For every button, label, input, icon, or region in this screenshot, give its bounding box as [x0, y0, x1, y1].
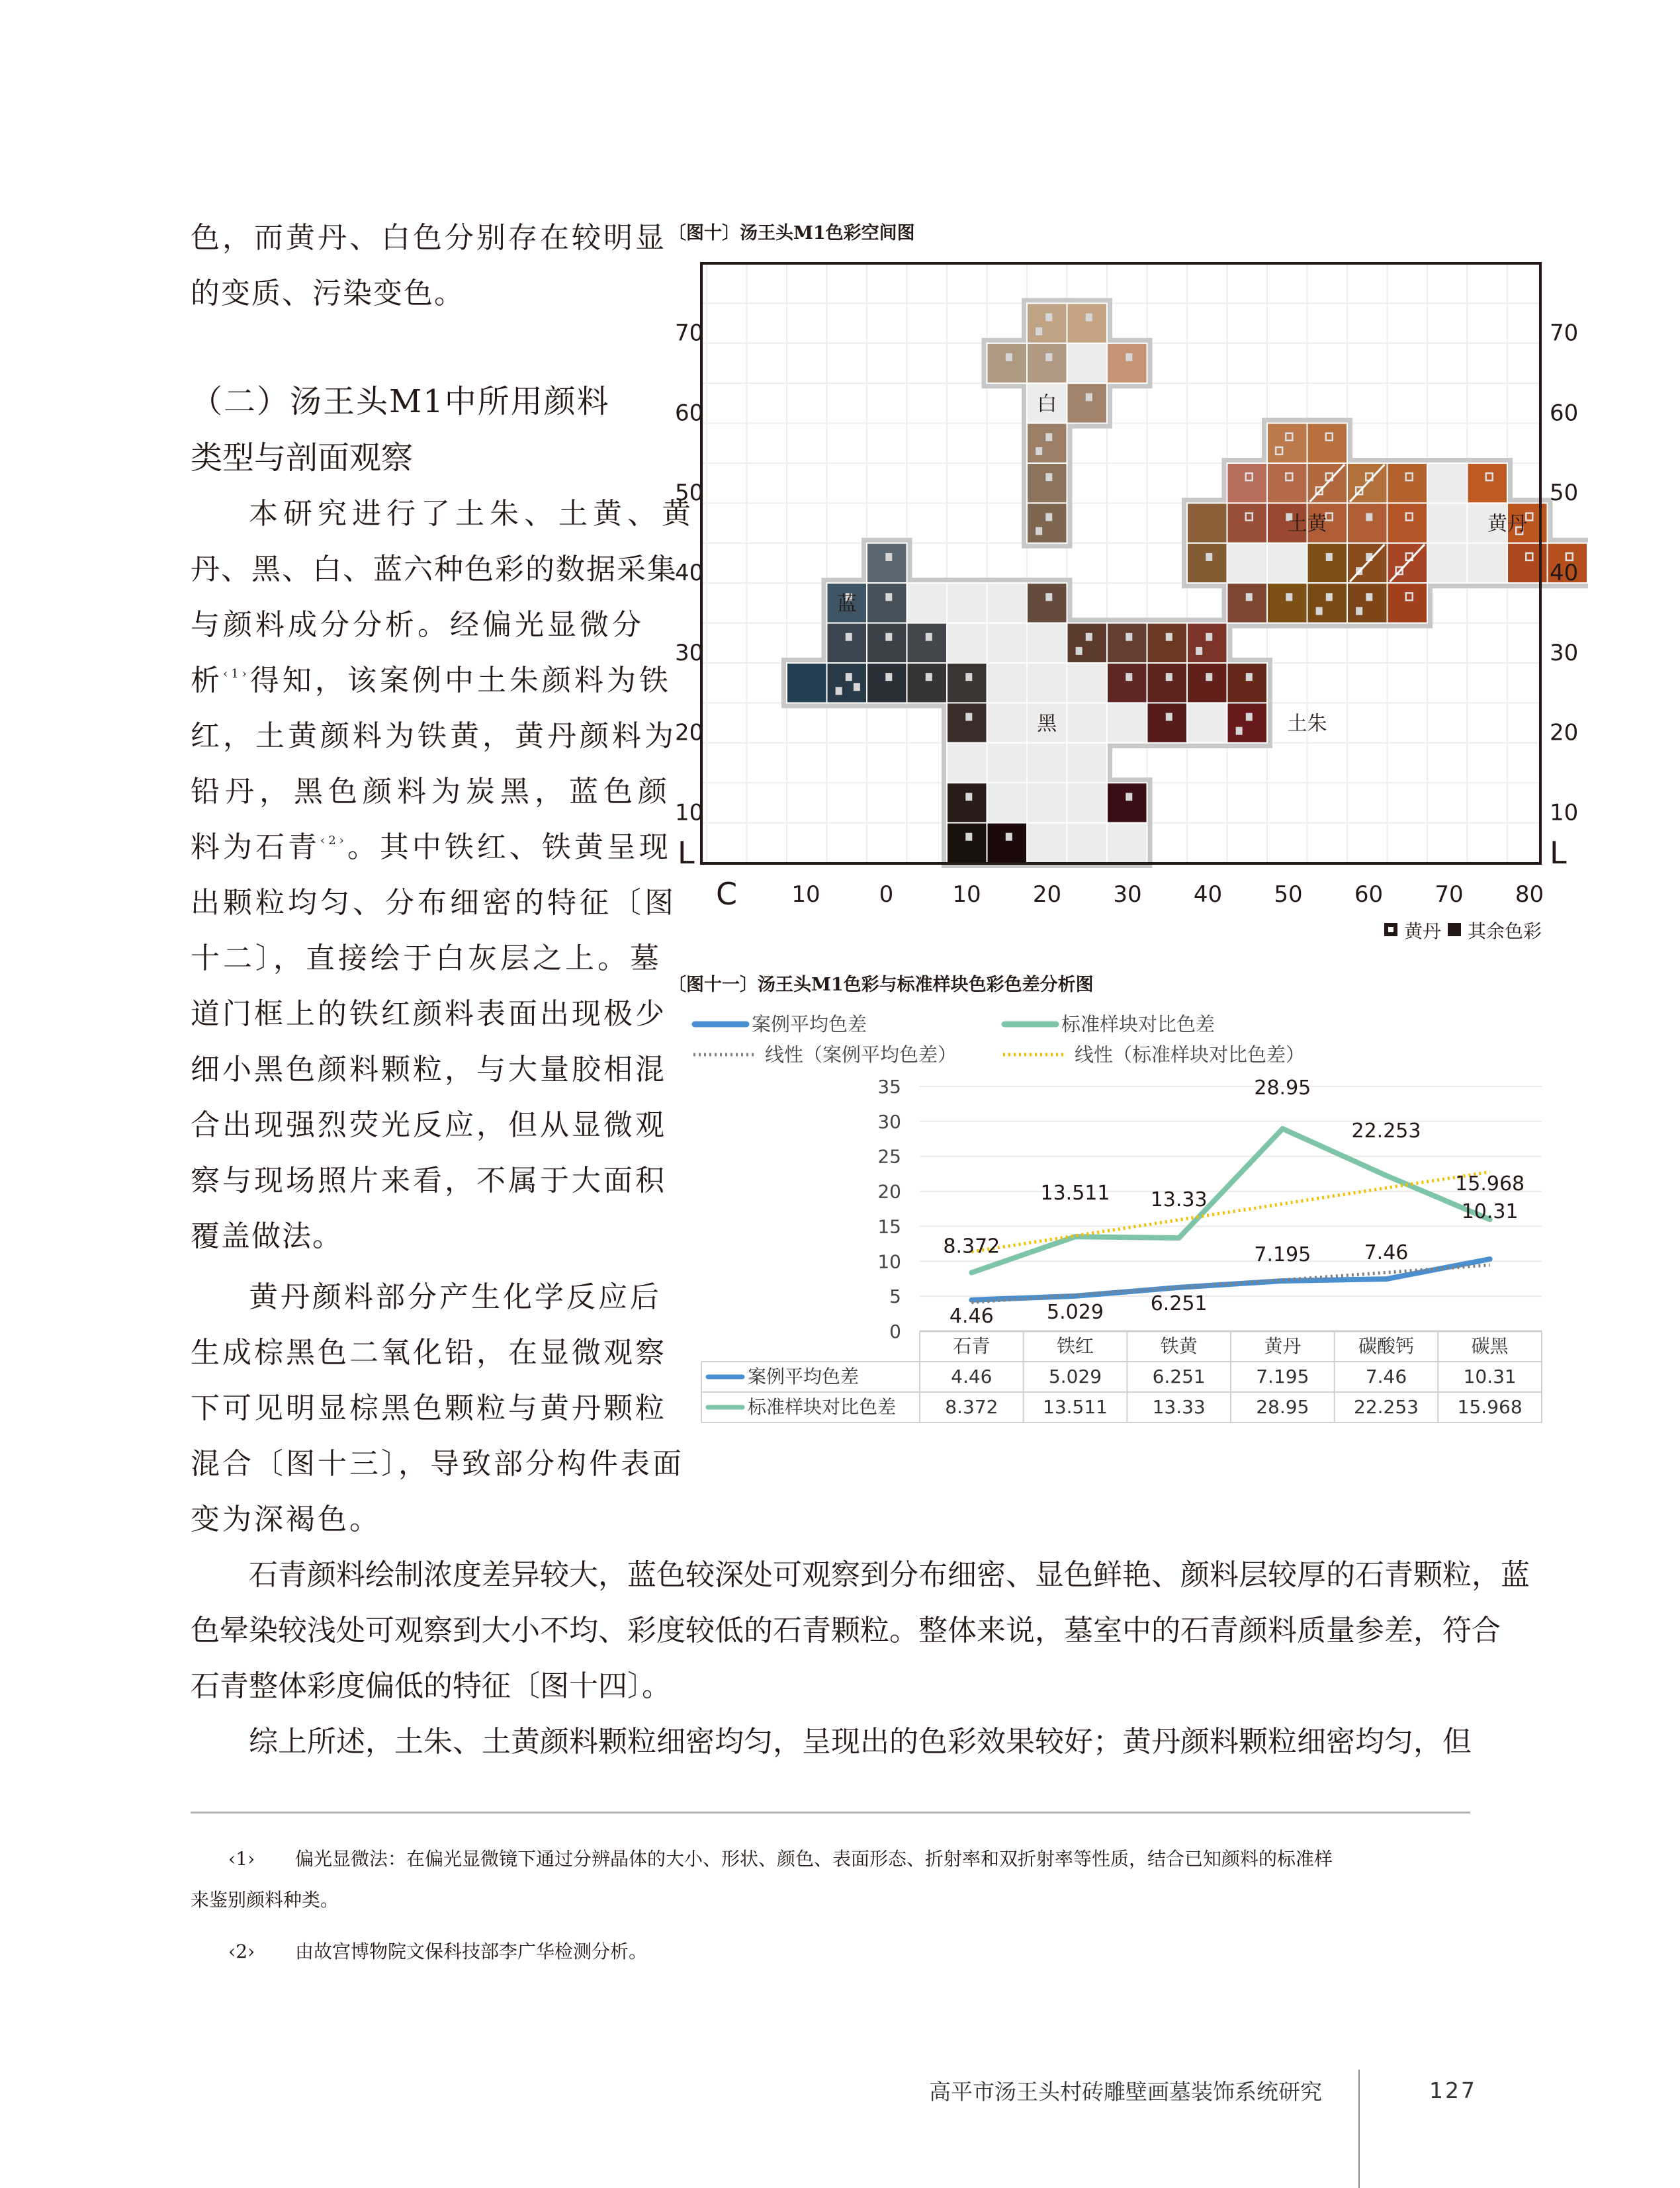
legend-label: 标准样块对比色差 — [1061, 1013, 1216, 1035]
x-tick-label: 10 — [791, 881, 820, 908]
color-cell — [1027, 303, 1067, 343]
text-span: 丹、黑、白、蓝六种色彩的数据采集 — [191, 552, 678, 586]
sample-marker — [1045, 473, 1052, 481]
color-cell — [1107, 623, 1147, 663]
sample-marker — [1045, 353, 1052, 361]
x-tick-label: 60 — [1354, 881, 1384, 908]
y-tick-label: 0 — [889, 1321, 901, 1342]
group-label: 蓝 — [836, 592, 857, 616]
body-text-line: 混合〔图十三〕，导致部分构件表面 — [191, 1447, 684, 1481]
legend-label: 线性（标准样块对比色差） — [1075, 1043, 1305, 1066]
group-label: 黄丹 — [1487, 512, 1527, 536]
body-text-line — [191, 986, 667, 1042]
color-cell — [947, 823, 987, 863]
group-label: 土朱 — [1287, 712, 1327, 736]
color-cell — [987, 583, 1028, 623]
color-cell — [1027, 663, 1067, 703]
x-tick-label: 30 — [1113, 881, 1142, 908]
sample-marker — [1036, 328, 1042, 335]
data-label: 6.251 — [1150, 1291, 1208, 1315]
sample-marker — [1036, 527, 1042, 535]
data-label: 28.95 — [1254, 1076, 1311, 1100]
figure-10-title: 〔图十〕汤王头M1色彩空间图 — [668, 223, 915, 243]
x-tick-label: 50 — [1274, 881, 1303, 908]
sample-marker — [1076, 647, 1083, 655]
color-cell — [987, 783, 1028, 822]
body-text-line: 石青整体彩度偏低的特征〔图十四〕。 — [191, 1669, 671, 1703]
table-value-cell: 5.029 — [1048, 1366, 1102, 1387]
y-tick-label-right: 70 — [1550, 320, 1579, 347]
body-text-line — [191, 875, 677, 931]
body-text-line — [191, 1153, 667, 1209]
color-cell — [1227, 583, 1268, 623]
x-tick-label: 10 — [952, 881, 981, 908]
group-label: 黑 — [1037, 712, 1057, 736]
sample-marker — [1206, 553, 1212, 561]
footnote-mark: ‹2› — [228, 1941, 255, 1962]
sample-marker — [836, 687, 842, 695]
table-value-cell: 4.46 — [951, 1366, 993, 1387]
sample-marker — [1086, 393, 1092, 401]
data-label: 5.029 — [1047, 1300, 1104, 1324]
color-cell — [1187, 663, 1227, 703]
footer-divider — [1358, 2070, 1360, 2188]
color-cell — [827, 623, 867, 663]
table-value-cell: 10.31 — [1463, 1366, 1517, 1387]
color-cell — [1067, 343, 1108, 383]
text-span: 得知，该案例中土朱颜料为铁 — [249, 664, 672, 697]
table-header-cell: 黄丹 — [1264, 1335, 1302, 1357]
color-cell — [1027, 743, 1067, 783]
table-value-cell: 7.46 — [1365, 1366, 1407, 1387]
body-text-line: 色，而黄丹、白色分别存在较明显 — [191, 221, 667, 255]
sample-marker — [926, 633, 932, 641]
y-tick-label: 15 — [877, 1215, 901, 1238]
sample-marker — [1206, 673, 1212, 681]
sample-marker — [1206, 633, 1212, 641]
sample-marker — [1326, 553, 1333, 561]
text-span: 十二〕，直接绘于白灰层之上。墓 — [191, 941, 662, 975]
group-label: 白 — [1037, 392, 1057, 416]
data-label: 7.46 — [1364, 1241, 1409, 1265]
sample-marker — [1246, 593, 1253, 601]
color-cell — [1227, 503, 1268, 543]
table-value-cell: 28.95 — [1256, 1396, 1309, 1418]
sample-marker — [846, 633, 852, 641]
color-cell — [987, 623, 1028, 663]
color-cell — [1067, 663, 1108, 703]
sample-marker — [1126, 793, 1132, 801]
sample-marker — [1286, 593, 1292, 601]
table-value-cell: 15.968 — [1457, 1396, 1523, 1418]
body-text-line — [191, 709, 677, 764]
y-tick-label-left: 70 — [675, 320, 704, 347]
sample-marker — [1045, 593, 1052, 601]
color-cell — [1067, 383, 1108, 423]
y-tick-label-left: 50 — [675, 480, 704, 507]
y-tick-label-right: 20 — [1550, 719, 1579, 746]
sample-marker — [965, 713, 972, 721]
color-cell — [987, 703, 1028, 742]
text-span: 。其中铁红、铁黄呈现 — [347, 830, 672, 864]
body-text-line — [249, 486, 696, 542]
legend-hollow-marker-inner — [1388, 927, 1393, 932]
color-cell — [1147, 663, 1188, 703]
sample-marker — [854, 683, 860, 691]
color-cell — [1027, 623, 1067, 663]
group-label: 土黄 — [1287, 512, 1327, 536]
color-cell — [1307, 583, 1348, 623]
x-tick-label: 20 — [1032, 881, 1062, 908]
color-cell — [1067, 823, 1108, 863]
body-text-line: 的变质、污染变色。 — [191, 277, 464, 310]
sample-marker — [1126, 633, 1132, 641]
table-value-cell: 7.195 — [1256, 1366, 1309, 1387]
data-label: 8.372 — [943, 1235, 1000, 1258]
color-cell — [1388, 463, 1428, 503]
legend-label: 线性（案例平均色差） — [765, 1043, 957, 1066]
sample-marker — [846, 673, 852, 681]
data-label: 22.253 — [1351, 1119, 1421, 1143]
color-cell — [907, 663, 948, 703]
data-label: 4.46 — [949, 1304, 994, 1328]
color-cell — [1427, 463, 1468, 503]
section-heading: 类型与剖面观察 — [191, 439, 414, 476]
color-cell — [1187, 703, 1227, 742]
page-number: 127 — [1429, 2078, 1477, 2103]
body-text-line: 石青颜料绘制浓度差异较大，蓝色较深处可观察到分布细密、显色鲜艳、颜料层较厚的石青颗粒，蓝 — [249, 1558, 1530, 1592]
x-tick-label: 70 — [1435, 881, 1464, 908]
color-cell — [827, 663, 867, 703]
color-cell — [1427, 543, 1468, 583]
sample-marker — [1166, 633, 1172, 641]
footnote-text: 由故宫博物院文保科技部李广华检测分析。 — [295, 1941, 648, 1962]
color-cell — [1307, 543, 1348, 583]
color-cell — [1067, 743, 1108, 783]
table-value-cell: 6.251 — [1152, 1366, 1206, 1387]
body-text-line — [191, 653, 672, 709]
text-span: 出颗粒均匀、分布细密的特征〔图 — [191, 886, 677, 920]
color-cell — [1147, 703, 1188, 742]
color-cell — [947, 703, 987, 742]
data-table — [701, 1331, 1542, 1422]
data-label: 13.33 — [1150, 1188, 1208, 1212]
text-span: 铅丹，黑色颜料为炭黑，蓝色颜 — [191, 775, 672, 809]
sample-marker — [1246, 713, 1253, 721]
color-cell — [1267, 423, 1307, 463]
color-cell — [947, 583, 987, 623]
body-text-line — [191, 820, 672, 875]
sample-marker — [1006, 833, 1012, 841]
table-header-cell: 铁黄 — [1160, 1335, 1198, 1357]
data-label: 13.511 — [1040, 1182, 1110, 1205]
color-cell — [1388, 583, 1428, 623]
body-text-line: 变为深褐色。 — [191, 1503, 381, 1536]
y-tick-label-left: 60 — [675, 400, 704, 427]
x-axis-title: C — [716, 876, 738, 912]
y-axis-title-right: L — [1550, 835, 1567, 871]
y-tick-label: 25 — [877, 1145, 901, 1168]
sample-marker — [1086, 314, 1092, 322]
body-text-line — [191, 764, 672, 820]
color-cell — [1027, 503, 1067, 543]
color-cell — [867, 583, 907, 623]
y-tick-label-right: 40 — [1550, 560, 1579, 586]
color-cell — [1468, 543, 1508, 583]
body-text-line: 下可见明显棕黑色颗粒与黄丹颗粒 — [191, 1391, 667, 1425]
sample-marker — [1086, 633, 1092, 641]
color-cell — [1027, 783, 1067, 822]
sample-marker — [885, 673, 892, 681]
sample-marker — [1006, 353, 1012, 361]
color-cell — [1227, 663, 1268, 703]
color-cell — [947, 663, 987, 703]
footnote-divider — [191, 1812, 1470, 1814]
legend — [693, 1013, 1305, 1066]
color-cell — [1027, 343, 1067, 383]
color-space-chart — [662, 251, 1588, 946]
legend-label: 案例平均色差 — [752, 1013, 867, 1035]
sample-marker — [1045, 513, 1052, 521]
text-span: 道门框上的铁红颜料表面出现极少 — [191, 997, 667, 1031]
color-cell — [1027, 823, 1067, 863]
color-cell — [1347, 583, 1388, 623]
y-tick-label-left: 20 — [675, 719, 704, 746]
footnote-reference[interactable]: ‹2› — [320, 834, 347, 848]
y-tick-label-right: 50 — [1550, 480, 1579, 507]
body-text-line: 生成棕黑色二氧化铅，在显微观察 — [191, 1336, 667, 1370]
table-row-label: 标准样块对比色差 — [748, 1396, 897, 1418]
color-cell — [907, 583, 948, 623]
text-span: 析 — [191, 664, 223, 697]
color-cell — [867, 663, 907, 703]
sample-marker — [965, 833, 972, 841]
x-tick-label: 40 — [1193, 881, 1223, 908]
sample-marker — [1166, 713, 1172, 721]
color-cell — [787, 663, 827, 703]
sample-marker — [965, 673, 972, 681]
color-cell — [1267, 463, 1307, 503]
data-label: 15.968 — [1455, 1172, 1525, 1196]
color-cell — [987, 823, 1028, 863]
sample-marker — [885, 553, 892, 561]
text-span: 本研究进行了土朱、土黄、黄 — [249, 497, 696, 531]
sample-marker — [1045, 314, 1052, 322]
color-cell — [1427, 503, 1468, 543]
color-cell — [1227, 703, 1268, 742]
table-header-cell: 石青 — [953, 1335, 991, 1357]
footnote-text: 来鉴别颜料种类。 — [191, 1889, 339, 1911]
color-cell — [1187, 623, 1227, 663]
body-text-line: 黄丹颜料部分产生化学反应后 — [249, 1280, 662, 1314]
sample-marker — [1036, 447, 1042, 455]
color-cell — [1187, 543, 1227, 583]
y-tick-label-right: 60 — [1550, 400, 1579, 427]
table-value-cell: 13.33 — [1152, 1396, 1206, 1418]
color-cell — [1227, 543, 1268, 583]
body-text-line: 色晕染较浅处可观察到大小不均、彩度较低的石青颗粒。整体来说，墓室中的石青颜料质量参差，符合 — [191, 1614, 1501, 1647]
color-cell — [1027, 583, 1067, 623]
color-cell — [947, 743, 987, 783]
y-tick-label: 20 — [877, 1180, 901, 1203]
color-cell — [907, 623, 948, 663]
color-cell — [1107, 663, 1147, 703]
color-cell — [1388, 503, 1428, 543]
footnote-text: 偏光显微法：在偏光显微镜下通过分辨晶体的大小、形状、颜色、表面形态、折射率和双折射率等性质，结合已知颜料的标准样 — [295, 1848, 1333, 1870]
color-cell — [1067, 783, 1108, 822]
sample-marker — [885, 593, 892, 601]
y-tick-label: 35 — [877, 1076, 901, 1098]
sample-marker — [1126, 673, 1132, 681]
footnote-reference[interactable]: ‹1› — [223, 667, 250, 681]
y-tick-label-right: 10 — [1550, 799, 1579, 826]
sample-marker — [1316, 607, 1323, 615]
x-tick-label: 0 — [879, 881, 894, 908]
legend-label: 其余色彩 — [1468, 920, 1542, 942]
color-cell — [1307, 423, 1348, 463]
y-tick-label-right: 30 — [1550, 639, 1579, 666]
color-cell — [1468, 463, 1508, 503]
y-tick-label-left: 30 — [675, 639, 704, 666]
color-cell — [987, 663, 1028, 703]
color-cell — [867, 623, 907, 663]
body-text-line: 综上所述，土朱、土黄颜料颗粒细密均匀，呈现出的色彩效果较好；黄丹颜料颗粒细密均匀，但 — [249, 1725, 1472, 1759]
table-header-cell: 铁红 — [1056, 1335, 1094, 1357]
y-tick-label: 10 — [877, 1250, 901, 1273]
sample-marker — [1126, 353, 1132, 361]
footnote-mark: ‹1› — [228, 1848, 255, 1870]
sample-marker — [885, 633, 892, 641]
table-header-cell: 碳酸钙 — [1358, 1335, 1415, 1357]
color-cell — [1187, 503, 1227, 543]
color-cell — [1107, 343, 1147, 383]
data-label: 7.195 — [1254, 1243, 1311, 1266]
body-text-line — [191, 597, 644, 653]
sample-marker — [926, 673, 932, 681]
sample-marker — [1366, 593, 1372, 601]
color-cell — [1027, 463, 1067, 503]
sample-marker — [1045, 433, 1052, 441]
text-span: 红，土黄颜料为铁黄，黄丹颜料为 — [191, 719, 677, 753]
text-span: 合出现强烈荧光反应，但从显微观 — [191, 1108, 667, 1142]
color-cell — [1147, 623, 1188, 663]
y-tick-label-left: 40 — [675, 560, 704, 586]
table-header-cell: 碳黑 — [1471, 1335, 1509, 1357]
color-cell — [867, 543, 907, 583]
sample-marker — [1236, 727, 1243, 735]
color-cell — [1027, 423, 1067, 463]
y-tick-label-left: 10 — [675, 799, 704, 826]
color-cell — [1107, 783, 1147, 822]
body-text-line — [191, 1098, 667, 1153]
color-cell — [1267, 583, 1307, 623]
color-cell — [1067, 303, 1108, 343]
sample-marker — [1166, 673, 1172, 681]
sample-marker — [1356, 607, 1362, 615]
text-span: 细小黑色颜料颗粒，与大量胶相混 — [191, 1053, 667, 1086]
table-value-cell: 13.511 — [1043, 1396, 1108, 1418]
table-value-cell: 22.253 — [1354, 1396, 1419, 1418]
body-text-line — [191, 542, 678, 597]
data-label: 10.31 — [1461, 1200, 1519, 1224]
sample-marker — [1326, 593, 1333, 601]
table-value-cell: 8.372 — [945, 1396, 998, 1418]
body-text-line — [191, 1042, 667, 1098]
text-span: 料为石青 — [191, 830, 320, 864]
color-cell — [1107, 703, 1147, 742]
y-tick-label: 30 — [877, 1110, 901, 1133]
color-cell — [947, 783, 987, 822]
y-tick-label: 5 — [889, 1286, 901, 1308]
body-text-line — [191, 931, 662, 986]
legend-filled-marker-icon — [1448, 923, 1461, 936]
y-axis-title-left: L — [678, 835, 695, 871]
running-title: 高平市汤王头村砖雕壁画墓装饰系统研究 — [929, 2079, 1322, 2105]
color-difference-chart — [675, 999, 1562, 1436]
sample-marker — [1366, 513, 1372, 521]
color-cell — [1227, 463, 1268, 503]
color-cell — [1267, 543, 1307, 583]
color-cell — [987, 343, 1028, 383]
text-span: 覆盖做法。 — [191, 1219, 343, 1253]
color-cell — [1067, 623, 1108, 663]
color-cell — [987, 743, 1028, 783]
section-heading: （二）汤王头M1中所用颜料 — [191, 383, 610, 420]
color-cell — [1067, 703, 1108, 742]
text-span: 察与现场照片来看，不属于大面积 — [191, 1164, 667, 1198]
sample-marker — [1196, 647, 1202, 655]
x-tick-label: 80 — [1515, 881, 1544, 908]
color-cell — [1107, 823, 1147, 863]
table-row-label: 案例平均色差 — [748, 1366, 860, 1387]
figure-11-title: 〔图十一〕汤王头M1色彩与标准样块色彩色差分析图 — [668, 975, 1094, 995]
sample-marker — [965, 793, 972, 801]
sample-marker — [1246, 673, 1253, 681]
color-cell — [1347, 503, 1388, 543]
legend-label: 黄丹 — [1404, 920, 1442, 942]
text-span: 与颜料成分分析。经偏光显微分 — [191, 608, 644, 642]
series-line-case-average — [971, 1259, 1489, 1300]
body-text-line — [191, 1209, 343, 1264]
color-cell — [947, 623, 987, 663]
